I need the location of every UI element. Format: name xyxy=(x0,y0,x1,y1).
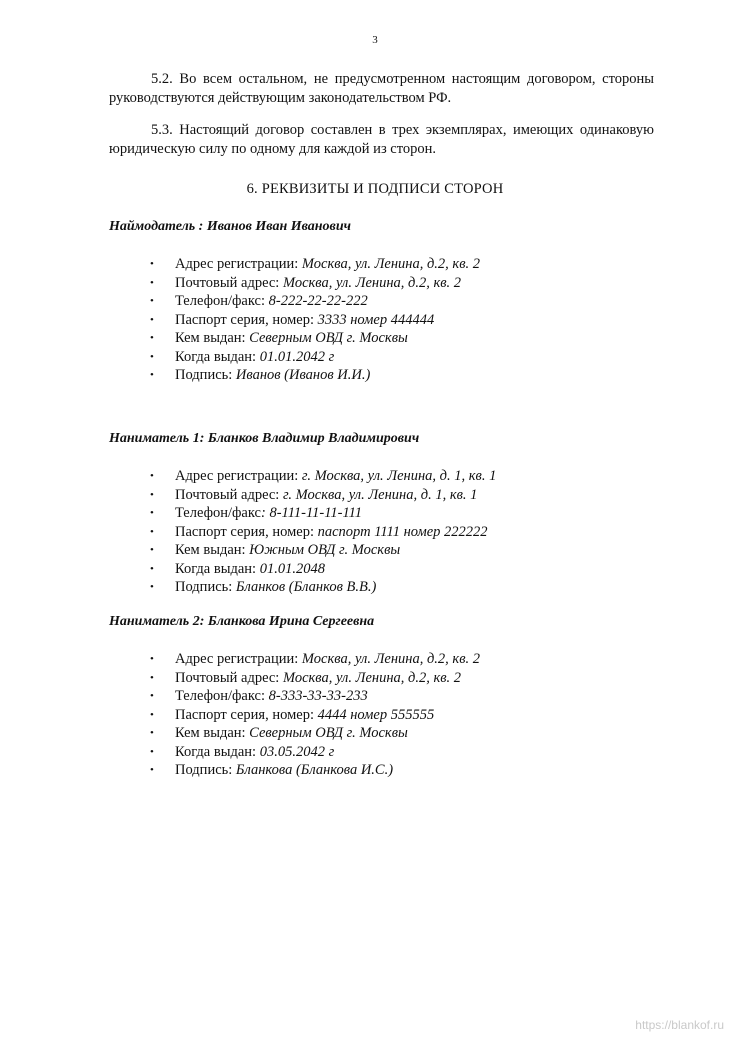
landlord-heading: Наймодатель : Иванов Иван Иванович xyxy=(109,219,351,234)
bullet-icon: • xyxy=(150,562,154,575)
item-value: Бланков (Бланков В.В.) xyxy=(235,579,377,595)
item-label: Кем выдан: xyxy=(175,542,250,558)
item-value: : 8-111-11-11-111 xyxy=(260,505,363,521)
list-item xyxy=(150,650,480,669)
item-label: Почтовый адрес: xyxy=(175,486,283,503)
bullet-icon: • xyxy=(150,276,154,289)
item-label: Адрес регистрации: xyxy=(175,256,302,272)
list-item xyxy=(150,311,480,330)
item-label: Кем выдан: xyxy=(175,725,250,741)
bullet-icon: • xyxy=(150,544,154,556)
item-value: Москва, ул. Ленина, д.2, кв. 2 xyxy=(301,651,481,667)
item-label: Когда выдан: xyxy=(175,560,260,577)
tenant-2-details-list xyxy=(150,650,480,780)
bullet-icon: • xyxy=(150,745,154,758)
item-label: Паспорт серия, номер: xyxy=(175,311,318,328)
bullet-icon: • xyxy=(150,727,154,739)
item-value: паспорт 1111 номер 222222 xyxy=(317,523,488,540)
item-label: Телефон/факс xyxy=(175,505,261,521)
item-label: Когда выдан: xyxy=(175,348,260,365)
list-item xyxy=(150,724,480,743)
item-value: Москва, ул. Ленина, д.2, кв. 2 xyxy=(301,256,481,272)
list-item xyxy=(150,366,480,385)
list-item xyxy=(150,255,480,274)
bullet-icon: • xyxy=(150,507,154,519)
bullet-icon: • xyxy=(150,671,154,684)
list-item xyxy=(150,706,480,725)
list-item xyxy=(150,504,496,523)
item-label: Адрес регистрации: xyxy=(175,468,302,484)
bullet-icon: • xyxy=(150,332,154,344)
list-item xyxy=(150,523,496,542)
clause-5-3 xyxy=(109,121,654,159)
item-value: Южным ОВД г. Москвы xyxy=(249,542,401,558)
landlord-details-list xyxy=(150,255,480,385)
list-item xyxy=(150,541,496,560)
item-label: Почтовый адрес: xyxy=(175,669,283,686)
tenant-1-heading: Наниматель 1: Бланков Владимир Владимирович xyxy=(109,431,420,446)
item-value: 3333 номер 444444 xyxy=(317,311,435,328)
list-item xyxy=(150,467,496,486)
clause-5-2-text: 5.2. Во всем остальном, не предусмотренном настоящим договором, стороны руководствуются действующим законодательством РФ. xyxy=(109,71,654,106)
item-label: Подпись: xyxy=(175,579,236,595)
bullet-icon: • xyxy=(150,313,154,326)
item-label: Когда выдан: xyxy=(175,743,260,760)
item-value: Северным ОВД г. Москвы xyxy=(249,725,408,741)
list-item xyxy=(150,329,480,348)
bullet-icon: • xyxy=(150,350,154,363)
list-item xyxy=(150,292,480,311)
item-label: Телефон/факс: xyxy=(175,293,269,309)
list-item xyxy=(150,687,480,706)
item-value: Северным ОВД г. Москвы xyxy=(249,330,408,346)
item-value: г. Москва, ул. Ленина, д. 1, кв. 1 xyxy=(282,486,478,503)
list-item xyxy=(150,761,480,780)
bullet-icon: • xyxy=(150,653,154,665)
item-label: Почтовый адрес: xyxy=(175,274,283,291)
list-item xyxy=(150,560,496,579)
clause-5-3-text: 5.3. Настоящий договор составлен в трех экземплярах, имеющих одинаковую юридическую силу по одному для каждой из сторон. xyxy=(109,122,654,157)
item-label: Телефон/факс: xyxy=(175,688,269,704)
item-value: 8-333-33-33-233 xyxy=(268,688,368,704)
bullet-icon: • xyxy=(150,295,154,307)
item-value: 01.01.2042 г xyxy=(259,348,335,365)
bullet-icon: • xyxy=(150,470,154,482)
item-label: Подпись: xyxy=(175,762,236,778)
item-value: 8-222-22-22-222 xyxy=(268,293,368,309)
item-value: Москва, ул. Ленина, д.2, кв. 2 xyxy=(282,274,462,291)
list-item xyxy=(150,743,480,762)
item-label: Паспорт серия, номер: xyxy=(175,523,318,540)
list-item xyxy=(150,578,496,597)
page-number: 3 xyxy=(372,34,378,46)
item-value: 03.05.2042 г xyxy=(259,743,335,760)
tenant-1-details-list xyxy=(150,467,496,597)
bullet-icon: • xyxy=(150,258,154,270)
list-item xyxy=(150,348,480,367)
item-value: Иванов (Иванов И.И.) xyxy=(235,367,371,383)
bullet-icon: • xyxy=(150,708,154,721)
list-item xyxy=(150,274,480,293)
item-label: Адрес регистрации: xyxy=(175,651,302,667)
item-value: 4444 номер 555555 xyxy=(317,706,435,723)
watermark-link[interactable]: https://blankof.ru xyxy=(635,1018,724,1032)
section-title: 6. РЕКВИЗИТЫ И ПОДПИСИ СТОРОН xyxy=(246,181,504,197)
item-label: Подпись: xyxy=(175,367,236,383)
bullet-icon: • xyxy=(150,525,154,538)
item-label: Кем выдан: xyxy=(175,330,250,346)
list-item xyxy=(150,669,480,688)
tenant-2-heading: Наниматель 2: Бланкова Ирина Сергеевна xyxy=(109,614,375,629)
item-value: 01.01.2048 xyxy=(259,560,325,577)
bullet-icon: • xyxy=(150,369,154,381)
bullet-icon: • xyxy=(150,764,154,776)
item-value: г. Москва, ул. Ленина, д. 1, кв. 1 xyxy=(301,468,497,484)
list-item xyxy=(150,486,496,505)
bullet-icon: • xyxy=(150,488,154,501)
item-value: Бланкова (Бланкова И.С.) xyxy=(235,762,394,778)
bullet-icon: • xyxy=(150,581,154,593)
item-value: Москва, ул. Ленина, д.2, кв. 2 xyxy=(282,669,462,686)
item-label: Паспорт серия, номер: xyxy=(175,706,318,723)
clause-5-2 xyxy=(109,70,654,108)
bullet-icon: • xyxy=(150,690,154,702)
